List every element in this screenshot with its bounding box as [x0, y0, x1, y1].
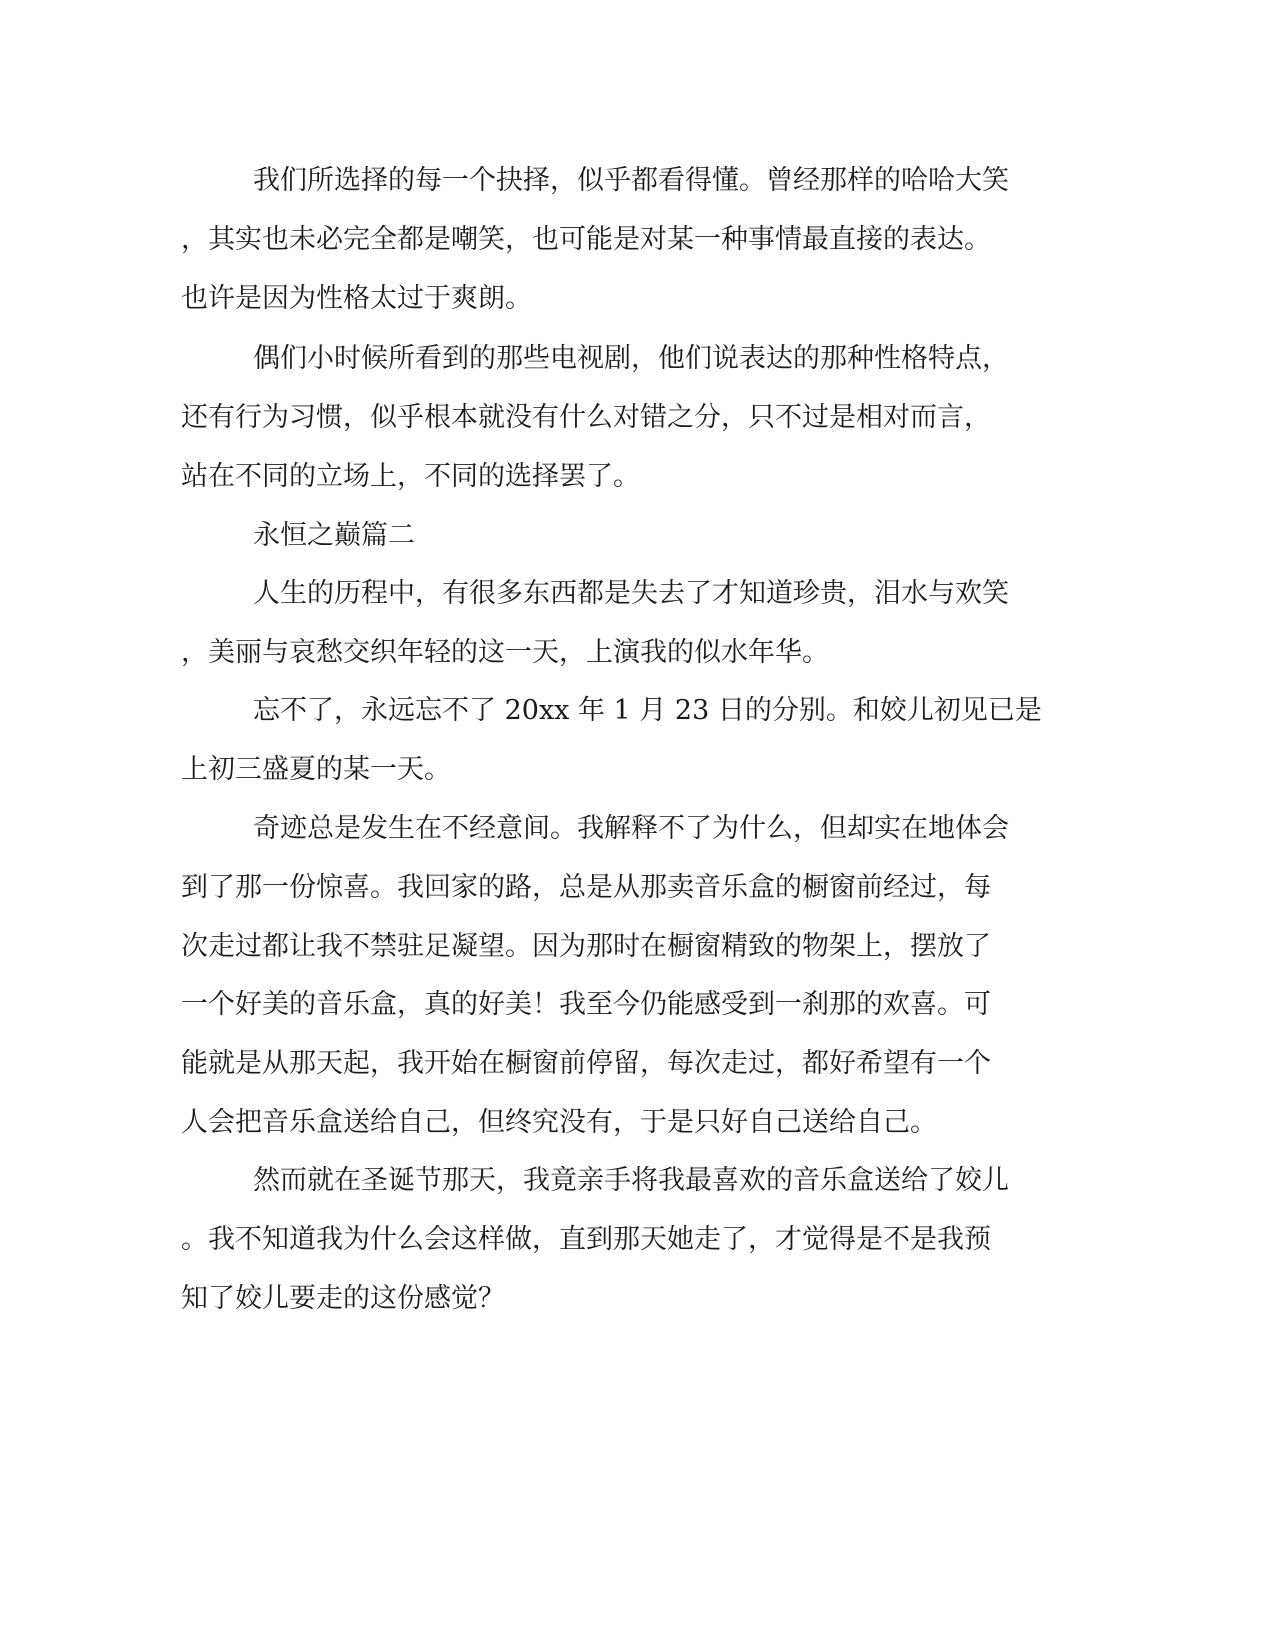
paragraph-line: ，美丽与哀愁交织年轻的这一天，上演我的似水年华。 — [181, 637, 829, 668]
paragraph-line: 忘不了，永远忘不了 20xx 年 1 月 23 日的分别。和姣儿初见已是 — [253, 695, 1042, 726]
paragraph-line: 站在不同的立场上，不同的选择罢了。 — [181, 461, 640, 492]
paragraph-line: 我们所选择的每一个抉择，似乎都看得懂。曾经那样的哈哈大笑 — [253, 165, 1009, 196]
paragraph-line: 还有行为习惯，似乎根本就没有什么对错之分，只不过是相对而言， — [181, 402, 991, 433]
paragraph-line: 能就是从那天起，我开始在橱窗前停留，每次走过，都好希望有一个 — [181, 1048, 991, 1079]
paragraph-line: 到了那一份惊喜。我回家的路，总是从那卖音乐盒的橱窗前经过，每 — [181, 872, 991, 903]
paragraph-line: 。我不知道我为什么会这样做，直到那天她走了，才觉得是不是我预 — [181, 1224, 991, 1255]
paragraph-line: 然而就在圣诞节那天，我竟亲手将我最喜欢的音乐盒送给了姣儿 — [253, 1165, 1009, 1196]
paragraph-line: 奇迹总是发生在不经意间。我解释不了为什么，但却实在地体会 — [253, 813, 1009, 844]
paragraph-line: 知了姣儿要走的这份感觉？ — [181, 1283, 505, 1314]
paragraph-line: 也许是因为性格太过于爽朗。 — [181, 283, 532, 314]
section-heading: 永恒之巅篇二 — [253, 520, 415, 551]
paragraph-line: ，其实也未必完全都是嘲笑，也可能是对某一种事情最直接的表达。 — [181, 224, 991, 255]
paragraph-line: 偶们小时候所看到的那些电视剧，他们说表达的那种性格特点， — [253, 343, 1009, 374]
paragraph-line: 上初三盛夏的某一天。 — [181, 754, 451, 785]
paragraph-line: 一个好美的音乐盒，真的好美！我至今仍能感受到一刹那的欢喜。可 — [181, 989, 991, 1020]
paragraph-line: 人会把音乐盒送给自己，但终究没有，于是只好自己送给自己。 — [181, 1107, 937, 1138]
paragraph-line: 次走过都让我不禁驻足凝望。因为那时在橱窗精致的物架上，摆放了 — [181, 931, 991, 962]
paragraph-line: 人生的历程中，有很多东西都是失去了才知道珍贵，泪水与欢笑 — [253, 578, 1009, 609]
